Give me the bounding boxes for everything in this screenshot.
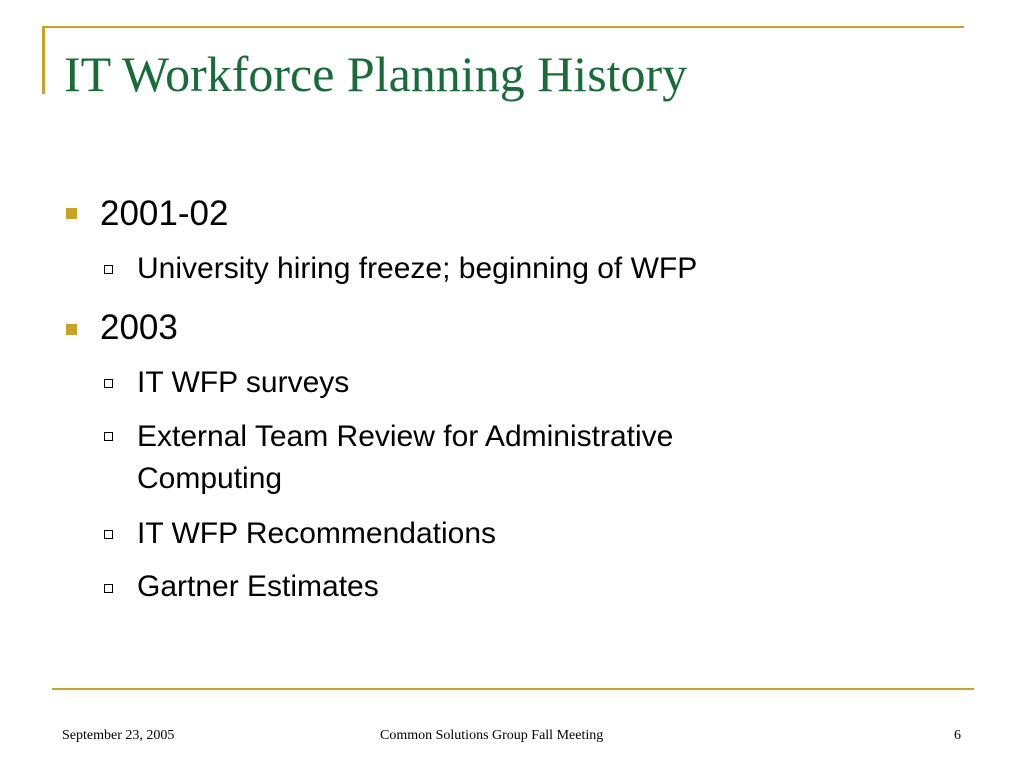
bullet-item-2001-02: 2001-02 [100, 194, 229, 233]
page-number: 6 [954, 728, 961, 743]
sub-bullet-wfp-surveys: IT WFP surveys [137, 366, 350, 399]
footer-meeting-name: Common Solutions Group Fall Meeting [380, 728, 604, 743]
hollow-square-bullet-icon [104, 432, 113, 441]
hollow-square-bullet-icon [104, 530, 113, 539]
sub-bullet-external-review: External Team Review for Administrative Computing [137, 420, 674, 495]
sub-bullet-gartner-estimates: Gartner Estimates [137, 570, 379, 603]
slide-title: IT Workforce Planning History [64, 46, 688, 102]
sub-bullet-hiring-freeze: University hiring freeze; beginning of WFP [137, 252, 698, 285]
sub-bullet-wfp-recommendations: IT WFP Recommendations [137, 517, 497, 550]
hollow-square-bullet-icon [104, 379, 113, 388]
top-frame-rule [42, 26, 964, 28]
hollow-square-bullet-icon [104, 584, 113, 593]
footer-rule [52, 688, 974, 690]
hollow-square-bullet-icon [104, 265, 113, 274]
square-bullet-icon [66, 208, 77, 219]
square-bullet-icon [66, 324, 77, 335]
bullet-item-2003: 2003 [100, 308, 178, 347]
left-frame-rule [42, 26, 45, 94]
footer-date: September 23, 2005 [62, 728, 175, 743]
